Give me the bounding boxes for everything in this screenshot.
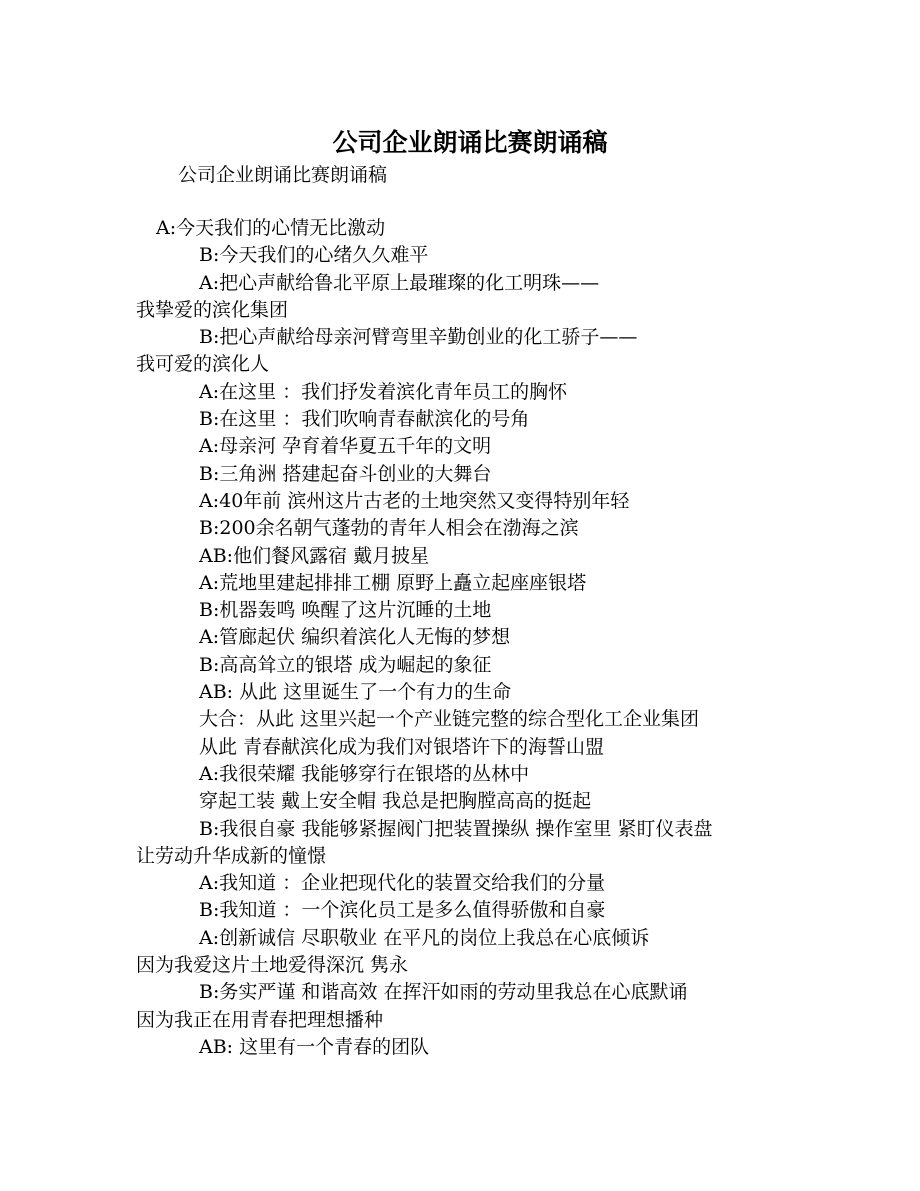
script-line: B:务实严谨 和谐高效 在挥汗如雨的劳动里我总在心底默诵 — [199, 981, 688, 1004]
script-line: B:今天我们的心绪久久难平 — [199, 244, 429, 267]
script-line: B:我知道 ：一个滨化员工是多么值得骄傲和自豪 — [199, 899, 606, 922]
script-lines — [0, 215, 920, 1061]
script-line: A:我知道 ：企业把现代化的装置交给我们的分量 — [199, 872, 606, 895]
script-line: 我可爱的滨化人 — [136, 353, 270, 376]
script-line: B:机器轰鸣 唤醒了这片沉睡的土地 — [199, 599, 492, 622]
script-line: A:管廊起伏 编织着滨化人无悔的梦想 — [199, 626, 511, 649]
script-line: 我挚爱的滨化集团 — [136, 298, 289, 321]
script-line: B:在这里 ：我们吹响青春献滨化的号角 — [199, 408, 530, 431]
script-line: B:我很自豪 我能够紧握阀门把装置操纵 操作室里 紧盯仪表盘 — [199, 817, 713, 840]
script-line: 大合：从此 这里兴起一个产业链完整的综合型化工企业集团 — [199, 708, 700, 731]
script-line: 因为我爱这片土地爱得深沉 隽永 — [136, 954, 409, 977]
script-line: A:创新诚信 尽职敬业 在平凡的岗位上我总在心底倾诉 — [199, 926, 650, 949]
script-line: B:把心声献给母亲河臂弯里辛勤创业的化工骄子—— — [199, 326, 638, 349]
script-line: AB:他们餐风露宿 戴月披星 — [199, 544, 430, 567]
script-line: A:今天我们的心情无比激动 — [156, 217, 386, 239]
script-line: A:40年前 滨州这片古老的土地突然又变得特别年轻 — [199, 489, 630, 512]
script-line: 因为我正在用青春把理想播种 — [136, 1008, 384, 1031]
script-line: AB: 这里有一个青春的团队 — [199, 1035, 430, 1058]
script-line: A:我很荣耀 我能够穿行在银塔的丛林中 — [199, 762, 530, 785]
script-line: 让劳动升华成新的憧憬 — [136, 844, 327, 867]
script-line: A:母亲河 孕育着华夏五千年的文明 — [199, 435, 492, 458]
script-line: B:200余名朝气蓬勃的青年人相会在渤海之滨 — [199, 517, 579, 540]
script-line: B:高高耸立的银塔 成为崛起的象征 — [199, 653, 492, 676]
page-subtitle: 公司企业朗诵比赛朗诵稿 — [178, 164, 388, 186]
page-title: 公司企业朗诵比赛朗诵稿 — [332, 128, 608, 157]
script-line: AB: 从此 这里诞生了一个有力的生命 — [199, 681, 512, 704]
script-line: 穿起工装 戴上安全帽 我总是把胸膛高高的挺起 — [199, 790, 592, 813]
script-line: B:三角洲 搭建起奋斗创业的大舞台 — [199, 462, 492, 485]
script-line: A:荒地里建起排排工棚 原野上矗立起座座银塔 — [199, 571, 587, 594]
script-line: A:把心声献给鲁北平原上最璀璨的化工明珠—— — [199, 271, 600, 294]
script-line: 从此 青春献滨化成为我们对银塔许下的海誓山盟 — [199, 735, 605, 758]
script-line: A:在这里 ：我们抒发着滨化青年员工的胸怀 — [199, 380, 568, 403]
